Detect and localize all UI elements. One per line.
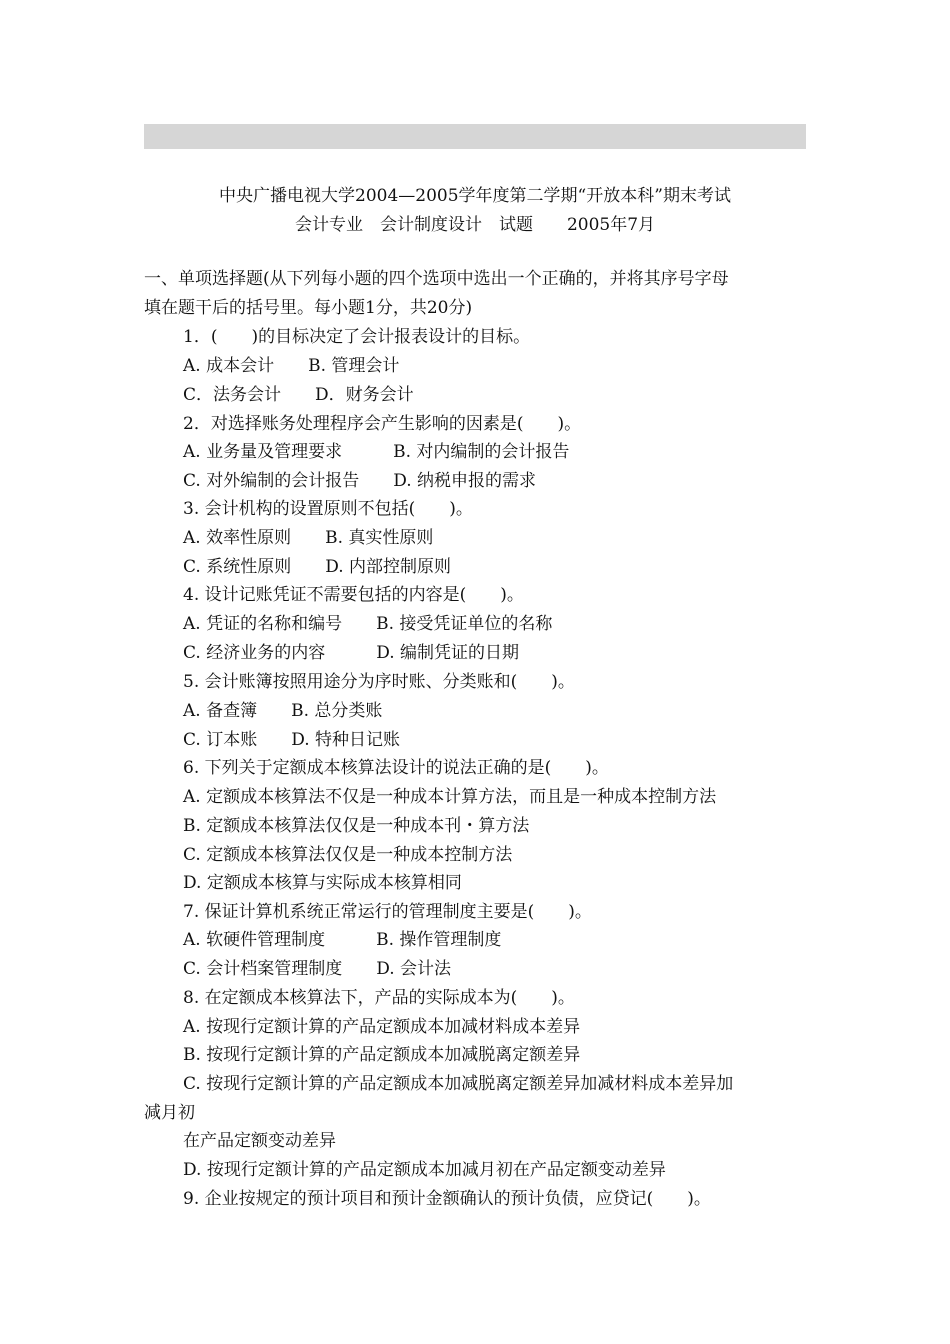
q2-options-cd: C. 对外编制的会计报告 D. 纳税申报的需求	[183, 471, 537, 491]
q1-options-cd: C．法务会计 D．财务会计	[183, 385, 414, 405]
question-3: 3. 会计机构的设置原则不包括( )。	[183, 499, 473, 519]
q7-options-ab: A. 软硬件管理制度 B. 操作管理制度	[183, 930, 502, 950]
q8-option-c-line3: 在产品定额变动差异	[183, 1131, 336, 1151]
q6-option-d: D. 定额成本核算与实际成本核算相同	[183, 873, 462, 893]
q5-options-cd: C. 订本账 D. 特种日记账	[183, 730, 401, 750]
question-8: 8. 在定额成本核算法下，产品的实际成本为( )。	[183, 988, 575, 1008]
q2-options-ab: A. 业务量及管理要求 B. 对内编制的会计报告	[183, 442, 570, 462]
q8-option-a: A. 按现行定额计算的产品定额成本加减材料成本差异	[183, 1017, 581, 1037]
q4-options-cd: C. 经济业务的内容 D. 编制凭证的日期	[183, 643, 520, 663]
question-6: 6. 下列关于定额成本核算法设计的说法正确的是( )。	[183, 758, 609, 778]
q8-option-b: B. 按现行定额计算的产品定额成本加减脱离定额差异	[183, 1045, 581, 1065]
question-4: 4. 设计记账凭证不需要包括的内容是( )。	[183, 585, 524, 605]
question-7: 7. 保证计算机系统正常运行的管理制度主要是( )。	[183, 902, 592, 922]
exam-subtitle: 会计专业 会计制度设计 试题 2005年7月	[294, 215, 656, 235]
q6-option-c: C. 定额成本核算法仅仅是一种成本控制方法	[183, 845, 513, 865]
section-heading-line1: 一、单项选择题(从下列每小题的四个选项中选出一个正确的，并将其序号字母	[144, 269, 729, 289]
q8-option-c-line2: 减月初	[144, 1103, 195, 1123]
header-gray-bar	[144, 124, 806, 149]
q8-option-c-line1: C. 按现行定额计算的产品定额成本加减脱离定额差异加减材料成本差异加	[183, 1074, 734, 1094]
exam-title: 中央广播电视大学2004—2005学年度第二学期“开放本科”期末考试	[219, 186, 731, 206]
q1-options-ab: A. 成本会计 B. 管理会计	[183, 356, 400, 376]
section-heading-line2: 填在题干后的括号里。每小题1分，共20分)	[144, 298, 473, 318]
q7-options-cd: C. 会计档案管理制度 D. 会计法	[183, 959, 452, 979]
q5-options-ab: A. 备查簿 B. 总分类账	[183, 701, 383, 721]
question-5: 5. 会计账簿按照用途分为序时账、分类账和( )。	[183, 672, 575, 692]
q6-option-a: A. 定额成本核算法不仅是一种成本计算方法，而且是一种成本控制方法	[183, 787, 717, 807]
question-9: 9. 企业按规定的预计项目和预计金额确认的预计负债，应贷记( )。	[183, 1189, 711, 1209]
question-1: 1．( )的目标决定了会计报表设计的目标。	[183, 327, 531, 347]
q3-options-ab: A. 效率性原则 B. 真实性原则	[183, 528, 434, 548]
q4-options-ab: A. 凭证的名称和编号 B. 接受凭证单位的名称	[183, 614, 553, 634]
question-2: 2．对选择账务处理程序会产生影响的因素是( )。	[183, 414, 582, 434]
q3-options-cd: C. 系统性原则 D. 内部控制原则	[183, 557, 452, 577]
q8-option-d: D. 按现行定额计算的产品定额成本加减月初在产品定额变动差异	[183, 1160, 666, 1180]
q6-option-b: B. 定额成本核算法仅仅是一种成本刊・算方法	[183, 816, 530, 836]
